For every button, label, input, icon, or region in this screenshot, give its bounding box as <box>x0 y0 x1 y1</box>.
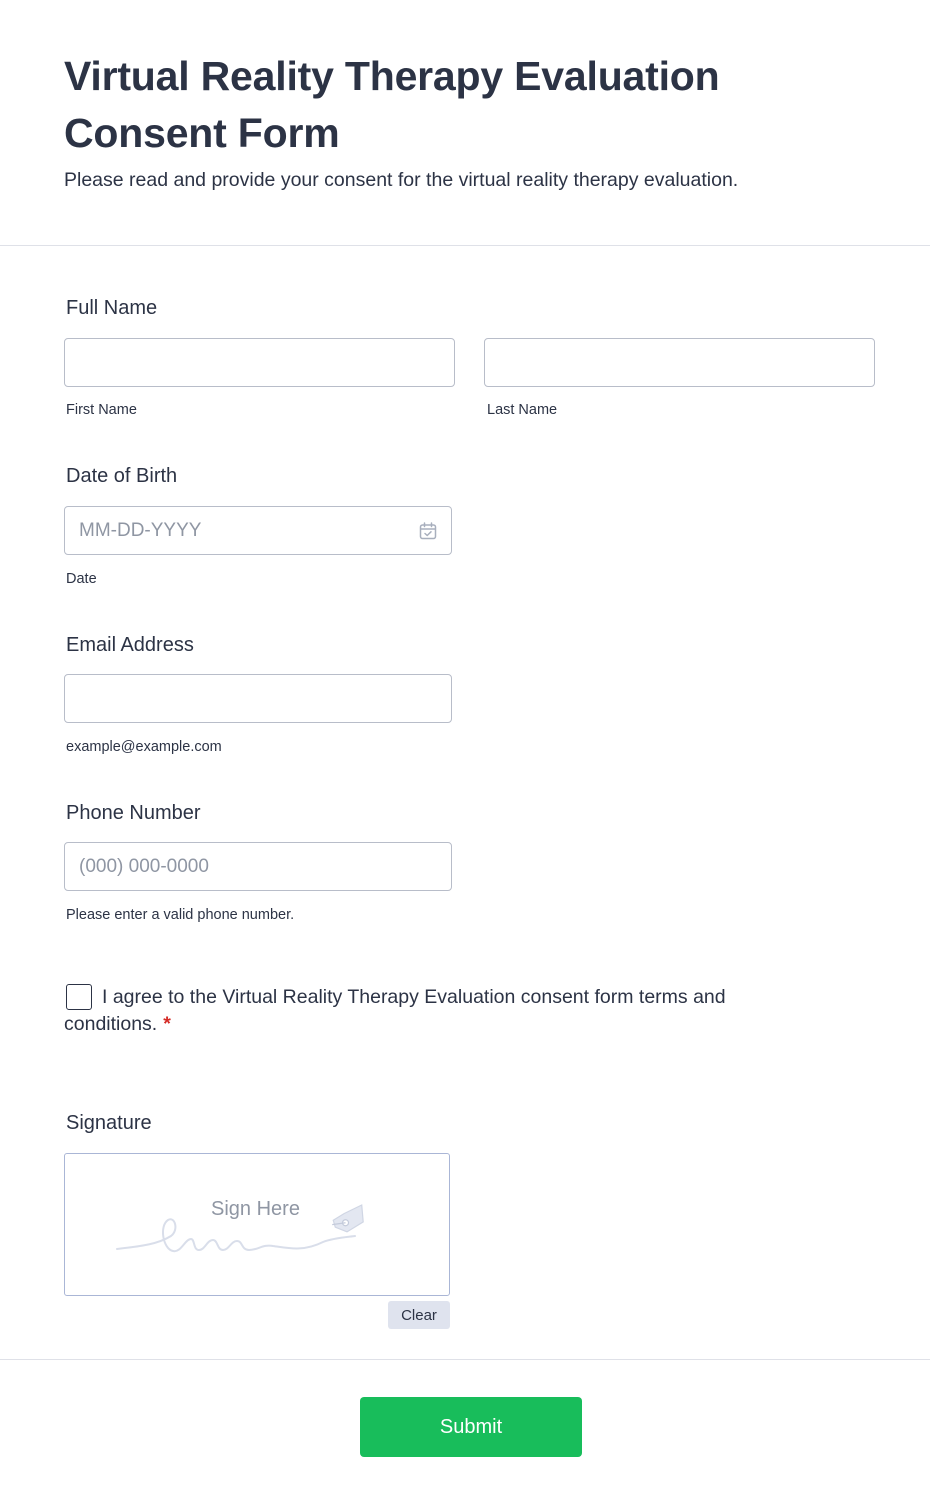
form-subtitle: Please read and provide your consent for the virtual reality therapy evaluation. <box>64 169 739 191</box>
dob-sublabel: Date <box>66 571 97 587</box>
footer-divider <box>0 1359 930 1360</box>
signature-placeholder: Sign Here <box>211 1198 300 1220</box>
phone-input[interactable] <box>64 842 452 891</box>
form-header <box>0 0 930 246</box>
last-name-input[interactable] <box>484 338 875 387</box>
email-sublabel: example@example.com <box>66 739 222 755</box>
dob-label: Date of Birth <box>66 465 178 487</box>
phone-label: Phone Number <box>66 802 201 824</box>
required-asterisk: * <box>163 1013 171 1035</box>
full-name-label: Full Name <box>66 297 158 319</box>
first-name-input[interactable] <box>64 338 455 387</box>
last-name-sublabel: Last Name <box>487 402 558 418</box>
phone-sublabel: Please enter a valid phone number. <box>66 907 295 923</box>
submit-button[interactable]: Submit <box>360 1397 582 1457</box>
clear-signature-button[interactable]: Clear <box>388 1301 450 1329</box>
consent-label: I agree to the Virtual Reality Therapy Evaluation consent form terms and conditions. <box>64 986 726 1035</box>
form-title: Virtual Reality Therapy Evaluation Consent Form <box>64 53 720 156</box>
signature-label: Signature <box>66 1112 152 1134</box>
email-label: Email Address <box>66 634 194 656</box>
consent-text <box>64 984 824 1038</box>
dob-input[interactable] <box>64 506 452 555</box>
email-input[interactable] <box>64 674 452 723</box>
signature-pad[interactable] <box>64 1153 450 1296</box>
consent-checkbox[interactable] <box>66 984 92 1010</box>
first-name-sublabel: First Name <box>66 402 137 418</box>
calendar-icon[interactable] <box>418 521 438 541</box>
